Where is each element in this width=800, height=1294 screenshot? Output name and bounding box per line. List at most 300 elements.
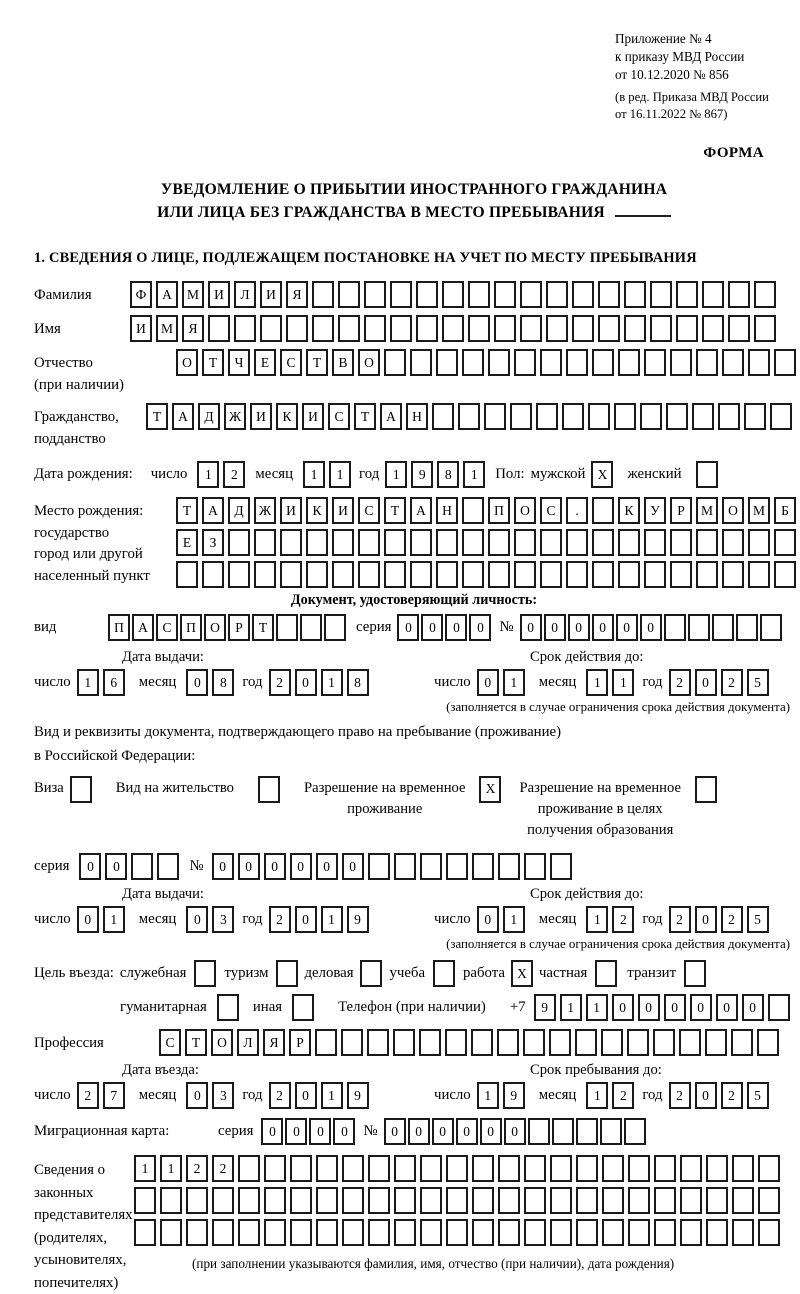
char-box[interactable]: 0	[333, 1118, 355, 1145]
char-box[interactable]	[676, 315, 698, 342]
char-box[interactable]	[722, 529, 744, 556]
char-box[interactable]: Т	[306, 349, 328, 376]
char-box[interactable]: 2	[669, 669, 691, 696]
char-box[interactable]: 0	[695, 669, 717, 696]
char-box[interactable]: 0	[264, 853, 286, 880]
char-box[interactable]	[258, 776, 280, 803]
char-box[interactable]: 1	[321, 906, 343, 933]
char-box[interactable]	[364, 315, 386, 342]
char-box[interactable]	[341, 1029, 363, 1056]
char-box[interactable]	[264, 1155, 286, 1182]
char-box[interactable]	[680, 1155, 702, 1182]
char-box[interactable]	[360, 960, 382, 987]
char-box[interactable]: 0	[316, 853, 338, 880]
char-box[interactable]: 1	[586, 1082, 608, 1109]
char-box[interactable]	[276, 614, 298, 641]
char-box[interactable]	[436, 561, 458, 588]
char-box[interactable]	[436, 349, 458, 376]
char-box[interactable]: 0	[105, 853, 127, 880]
char-box[interactable]: О	[722, 497, 744, 524]
char-box[interactable]: 7	[103, 1082, 125, 1109]
char-box[interactable]	[550, 853, 572, 880]
char-box[interactable]	[384, 349, 406, 376]
char-box[interactable]: 2	[669, 1082, 691, 1109]
char-box[interactable]	[468, 315, 490, 342]
char-box[interactable]	[384, 561, 406, 588]
char-box[interactable]	[462, 561, 484, 588]
char-box[interactable]: 0	[612, 994, 634, 1021]
char-box[interactable]: 0	[504, 1118, 526, 1145]
char-box[interactable]	[572, 281, 594, 308]
char-box[interactable]	[736, 614, 758, 641]
char-box[interactable]	[292, 994, 314, 1021]
char-box[interactable]	[367, 1029, 389, 1056]
char-box[interactable]	[524, 1187, 546, 1214]
char-box[interactable]	[566, 561, 588, 588]
char-box[interactable]	[498, 1219, 520, 1246]
char-box[interactable]	[433, 960, 455, 987]
char-box[interactable]	[238, 1219, 260, 1246]
char-box[interactable]	[592, 349, 614, 376]
char-box[interactable]	[208, 315, 230, 342]
char-box[interactable]	[134, 1219, 156, 1246]
char-box[interactable]: О	[514, 497, 536, 524]
char-box[interactable]: Р	[670, 497, 692, 524]
char-box[interactable]: И	[130, 315, 152, 342]
char-box[interactable]	[576, 1219, 598, 1246]
char-box[interactable]	[238, 1155, 260, 1182]
char-box[interactable]	[731, 1029, 753, 1056]
char-box[interactable]	[368, 853, 390, 880]
char-box[interactable]	[722, 349, 744, 376]
char-box[interactable]: С	[540, 497, 562, 524]
char-box[interactable]	[280, 561, 302, 588]
char-box[interactable]: 5	[747, 906, 769, 933]
char-box[interactable]	[442, 315, 464, 342]
char-box[interactable]	[670, 529, 692, 556]
char-box[interactable]	[217, 994, 239, 1021]
char-box[interactable]	[618, 561, 640, 588]
char-box[interactable]	[498, 1155, 520, 1182]
char-box[interactable]: А	[132, 614, 154, 641]
char-box[interactable]: С	[328, 403, 350, 430]
char-box[interactable]	[290, 1155, 312, 1182]
char-box[interactable]	[732, 1219, 754, 1246]
char-box[interactable]	[410, 529, 432, 556]
char-box[interactable]	[306, 561, 328, 588]
char-box[interactable]: 0	[469, 614, 491, 641]
char-box[interactable]	[458, 403, 480, 430]
char-box[interactable]: 9	[534, 994, 556, 1021]
char-box[interactable]: 0	[79, 853, 101, 880]
char-box[interactable]: С	[159, 1029, 181, 1056]
char-box[interactable]: 2	[669, 906, 691, 933]
char-box[interactable]: 0	[295, 669, 317, 696]
char-box[interactable]	[514, 561, 536, 588]
char-box[interactable]: Н	[436, 497, 458, 524]
char-box[interactable]	[602, 1187, 624, 1214]
char-box[interactable]: А	[172, 403, 194, 430]
char-box[interactable]	[536, 403, 558, 430]
char-box[interactable]: 0	[421, 614, 443, 641]
char-box[interactable]: Д	[198, 403, 220, 430]
char-box[interactable]: 0	[695, 1082, 717, 1109]
char-box[interactable]: 0	[640, 614, 662, 641]
char-box[interactable]	[744, 403, 766, 430]
char-box[interactable]	[390, 315, 412, 342]
char-box[interactable]	[628, 1155, 650, 1182]
char-box[interactable]	[488, 561, 510, 588]
char-box[interactable]	[696, 349, 718, 376]
char-box[interactable]	[494, 315, 516, 342]
char-box[interactable]	[602, 1219, 624, 1246]
char-box[interactable]	[316, 1155, 338, 1182]
char-box[interactable]	[732, 1187, 754, 1214]
char-box[interactable]	[692, 403, 714, 430]
char-box[interactable]	[774, 561, 796, 588]
char-box[interactable]: 1	[612, 669, 634, 696]
char-box[interactable]	[748, 561, 770, 588]
char-box[interactable]	[523, 1029, 545, 1056]
char-box[interactable]: К	[276, 403, 298, 430]
char-box[interactable]	[598, 281, 620, 308]
char-box[interactable]: М	[748, 497, 770, 524]
char-box[interactable]	[768, 994, 790, 1021]
char-box[interactable]: 0	[568, 614, 590, 641]
char-box[interactable]	[260, 315, 282, 342]
char-box[interactable]	[644, 349, 666, 376]
char-box[interactable]: 1	[321, 1082, 343, 1109]
char-box[interactable]: 3	[212, 1082, 234, 1109]
char-box[interactable]	[576, 1187, 598, 1214]
char-box[interactable]	[540, 529, 562, 556]
char-box[interactable]	[572, 315, 594, 342]
char-box[interactable]	[238, 1187, 260, 1214]
char-box[interactable]	[524, 1219, 546, 1246]
char-box[interactable]: А	[156, 281, 178, 308]
char-box[interactable]	[264, 1187, 286, 1214]
char-box[interactable]	[332, 561, 354, 588]
char-box[interactable]: 0	[477, 669, 499, 696]
char-box[interactable]: 0	[295, 906, 317, 933]
char-box[interactable]: .	[566, 497, 588, 524]
char-box[interactable]: 2	[269, 1082, 291, 1109]
char-box[interactable]: X	[511, 960, 533, 987]
char-box[interactable]: Т	[252, 614, 274, 641]
char-box[interactable]	[640, 403, 662, 430]
char-box[interactable]	[472, 1155, 494, 1182]
char-box[interactable]	[445, 1029, 467, 1056]
char-box[interactable]	[446, 1187, 468, 1214]
char-box[interactable]	[390, 281, 412, 308]
char-box[interactable]	[393, 1029, 415, 1056]
char-box[interactable]: М	[182, 281, 204, 308]
char-box[interactable]	[488, 349, 510, 376]
char-box[interactable]: 1	[329, 461, 351, 488]
char-box[interactable]: 0	[238, 853, 260, 880]
char-box[interactable]	[680, 1187, 702, 1214]
char-box[interactable]: 0	[186, 1082, 208, 1109]
char-box[interactable]	[706, 1219, 728, 1246]
char-box[interactable]: 6	[103, 669, 125, 696]
char-box[interactable]	[706, 1187, 728, 1214]
char-box[interactable]	[300, 614, 322, 641]
char-box[interactable]	[696, 529, 718, 556]
char-box[interactable]: 2	[269, 669, 291, 696]
char-box[interactable]: В	[332, 349, 354, 376]
char-box[interactable]: 2	[721, 906, 743, 933]
char-box[interactable]	[670, 561, 692, 588]
char-box[interactable]	[706, 1155, 728, 1182]
char-box[interactable]	[754, 281, 776, 308]
char-box[interactable]: Т	[146, 403, 168, 430]
char-box[interactable]	[228, 529, 250, 556]
char-box[interactable]	[316, 1219, 338, 1246]
char-box[interactable]	[654, 1187, 676, 1214]
char-box[interactable]	[624, 1118, 646, 1145]
char-box[interactable]: 0	[638, 994, 660, 1021]
char-box[interactable]	[524, 1155, 546, 1182]
char-box[interactable]	[497, 1029, 519, 1056]
char-box[interactable]	[312, 281, 334, 308]
char-box[interactable]	[160, 1187, 182, 1214]
char-box[interactable]	[410, 561, 432, 588]
char-box[interactable]	[592, 529, 614, 556]
char-box[interactable]	[550, 1219, 572, 1246]
char-box[interactable]: Ф	[130, 281, 152, 308]
char-box[interactable]: X	[591, 461, 613, 488]
char-box[interactable]	[471, 1029, 493, 1056]
char-box[interactable]	[575, 1029, 597, 1056]
char-box[interactable]: Т	[185, 1029, 207, 1056]
char-box[interactable]	[550, 1155, 572, 1182]
char-box[interactable]	[684, 960, 706, 987]
char-box[interactable]: А	[202, 497, 224, 524]
char-box[interactable]	[549, 1029, 571, 1056]
char-box[interactable]	[592, 497, 614, 524]
char-box[interactable]	[290, 1187, 312, 1214]
char-box[interactable]: 0	[295, 1082, 317, 1109]
char-box[interactable]	[306, 529, 328, 556]
char-box[interactable]: Б	[774, 497, 796, 524]
char-box[interactable]: 0	[186, 906, 208, 933]
char-box[interactable]: Л	[237, 1029, 259, 1056]
char-box[interactable]: Л	[234, 281, 256, 308]
char-box[interactable]	[712, 614, 734, 641]
char-box[interactable]: Я	[286, 281, 308, 308]
char-box[interactable]	[758, 1219, 780, 1246]
char-box[interactable]: 0	[592, 614, 614, 641]
char-box[interactable]	[552, 1118, 574, 1145]
char-box[interactable]	[670, 349, 692, 376]
char-box[interactable]	[420, 853, 442, 880]
char-box[interactable]	[758, 1155, 780, 1182]
char-box[interactable]	[420, 1187, 442, 1214]
char-box[interactable]: 0	[480, 1118, 502, 1145]
char-box[interactable]: 1	[303, 461, 325, 488]
char-box[interactable]: Ч	[228, 349, 250, 376]
char-box[interactable]: 0	[186, 669, 208, 696]
char-box[interactable]: 9	[411, 461, 433, 488]
char-box[interactable]: 8	[347, 669, 369, 696]
char-box[interactable]	[718, 403, 740, 430]
char-box[interactable]	[276, 960, 298, 987]
char-box[interactable]	[748, 349, 770, 376]
char-box[interactable]: 9	[347, 1082, 369, 1109]
char-box[interactable]: 2	[612, 1082, 634, 1109]
char-box[interactable]: У	[644, 497, 666, 524]
char-box[interactable]	[770, 403, 792, 430]
char-box[interactable]: Т	[176, 497, 198, 524]
char-box[interactable]	[368, 1219, 390, 1246]
char-box[interactable]	[520, 315, 542, 342]
char-box[interactable]	[324, 614, 346, 641]
char-box[interactable]: И	[250, 403, 272, 430]
char-box[interactable]: 1	[586, 906, 608, 933]
char-box[interactable]: 0	[456, 1118, 478, 1145]
char-box[interactable]	[498, 853, 520, 880]
char-box[interactable]	[498, 1187, 520, 1214]
char-box[interactable]	[312, 315, 334, 342]
char-box[interactable]	[664, 614, 686, 641]
char-box[interactable]: 0	[408, 1118, 430, 1145]
char-box[interactable]: 9	[503, 1082, 525, 1109]
char-box[interactable]	[420, 1219, 442, 1246]
char-box[interactable]	[679, 1029, 701, 1056]
char-box[interactable]: Р	[289, 1029, 311, 1056]
char-box[interactable]	[358, 561, 380, 588]
char-box[interactable]	[338, 315, 360, 342]
char-box[interactable]	[194, 960, 216, 987]
char-box[interactable]: 9	[347, 906, 369, 933]
char-box[interactable]	[472, 853, 494, 880]
char-box[interactable]	[524, 853, 546, 880]
char-box[interactable]: О	[211, 1029, 233, 1056]
char-box[interactable]: И	[208, 281, 230, 308]
char-box[interactable]	[364, 281, 386, 308]
char-box[interactable]: 5	[747, 1082, 769, 1109]
char-box[interactable]	[728, 315, 750, 342]
char-box[interactable]	[576, 1155, 598, 1182]
char-box[interactable]	[462, 497, 484, 524]
char-box[interactable]: 2	[186, 1155, 208, 1182]
char-box[interactable]	[520, 281, 542, 308]
char-box[interactable]	[186, 1187, 208, 1214]
char-box[interactable]: 2	[212, 1155, 234, 1182]
char-box[interactable]: И	[302, 403, 324, 430]
char-box[interactable]: 1	[503, 906, 525, 933]
char-box[interactable]	[680, 1219, 702, 1246]
char-box[interactable]	[484, 403, 506, 430]
char-box[interactable]	[432, 403, 454, 430]
char-box[interactable]	[650, 315, 672, 342]
char-box[interactable]: 2	[77, 1082, 99, 1109]
char-box[interactable]: М	[696, 497, 718, 524]
char-box[interactable]: Ж	[224, 403, 246, 430]
char-box[interactable]	[488, 529, 510, 556]
char-box[interactable]	[212, 1187, 234, 1214]
char-box[interactable]	[624, 315, 646, 342]
char-box[interactable]	[420, 1155, 442, 1182]
char-box[interactable]	[368, 1155, 390, 1182]
char-box[interactable]	[446, 1155, 468, 1182]
char-box[interactable]: 0	[397, 614, 419, 641]
char-box[interactable]: 1	[463, 461, 485, 488]
blank-underline[interactable]	[615, 204, 671, 217]
char-box[interactable]	[702, 315, 724, 342]
char-box[interactable]: Н	[406, 403, 428, 430]
char-box[interactable]: Т	[202, 349, 224, 376]
char-box[interactable]	[394, 1219, 416, 1246]
char-box[interactable]: 0	[342, 853, 364, 880]
char-box[interactable]	[234, 315, 256, 342]
char-box[interactable]	[628, 1187, 650, 1214]
char-box[interactable]	[601, 1029, 623, 1056]
char-box[interactable]	[546, 281, 568, 308]
char-box[interactable]	[602, 1155, 624, 1182]
char-box[interactable]	[134, 1187, 156, 1214]
char-box[interactable]	[494, 281, 516, 308]
char-box[interactable]	[394, 853, 416, 880]
char-box[interactable]: Я	[182, 315, 204, 342]
char-box[interactable]	[419, 1029, 441, 1056]
char-box[interactable]	[468, 281, 490, 308]
char-box[interactable]: П	[180, 614, 202, 641]
char-box[interactable]	[472, 1219, 494, 1246]
char-box[interactable]: 8	[437, 461, 459, 488]
char-box[interactable]: Р	[228, 614, 250, 641]
char-box[interactable]	[436, 529, 458, 556]
char-box[interactable]	[676, 281, 698, 308]
char-box[interactable]	[618, 529, 640, 556]
char-box[interactable]: X	[479, 776, 501, 803]
char-box[interactable]: А	[380, 403, 402, 430]
char-box[interactable]	[176, 561, 198, 588]
char-box[interactable]	[202, 561, 224, 588]
char-box[interactable]	[514, 529, 536, 556]
char-box[interactable]: К	[618, 497, 640, 524]
char-box[interactable]	[696, 461, 718, 488]
char-box[interactable]: О	[204, 614, 226, 641]
char-box[interactable]	[774, 349, 796, 376]
char-box[interactable]	[546, 315, 568, 342]
char-box[interactable]	[70, 776, 92, 803]
char-box[interactable]	[666, 403, 688, 430]
char-box[interactable]: 0	[742, 994, 764, 1021]
char-box[interactable]: 0	[309, 1118, 331, 1145]
char-box[interactable]	[394, 1155, 416, 1182]
char-box[interactable]	[442, 281, 464, 308]
char-box[interactable]: П	[488, 497, 510, 524]
char-box[interactable]: И	[332, 497, 354, 524]
char-box[interactable]	[254, 561, 276, 588]
char-box[interactable]	[368, 1187, 390, 1214]
char-box[interactable]: 1	[503, 669, 525, 696]
char-box[interactable]: З	[202, 529, 224, 556]
char-box[interactable]	[514, 349, 536, 376]
char-box[interactable]	[624, 281, 646, 308]
char-box[interactable]	[528, 1118, 550, 1145]
char-box[interactable]	[566, 349, 588, 376]
char-box[interactable]: 2	[269, 906, 291, 933]
char-box[interactable]: И	[280, 497, 302, 524]
char-box[interactable]: 0	[544, 614, 566, 641]
char-box[interactable]	[338, 281, 360, 308]
char-box[interactable]: С	[156, 614, 178, 641]
char-box[interactable]: 0	[384, 1118, 406, 1145]
char-box[interactable]: Е	[254, 349, 276, 376]
char-box[interactable]	[160, 1219, 182, 1246]
